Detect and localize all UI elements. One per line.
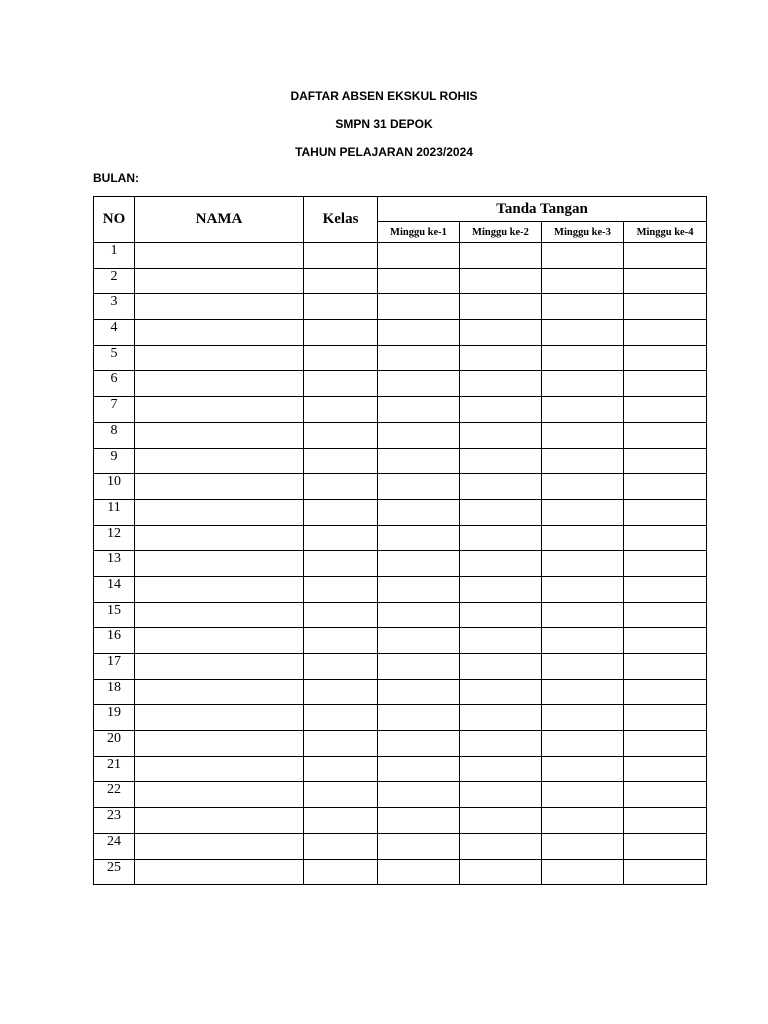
class-cell xyxy=(304,320,378,346)
table-row xyxy=(94,731,707,757)
signature-cell-week-2 xyxy=(460,397,542,423)
row-number: 25 xyxy=(94,859,135,885)
signature-cell-week-1 xyxy=(378,679,460,705)
signature-cell-week-3 xyxy=(542,474,624,500)
signature-cell-week-4 xyxy=(624,679,707,705)
class-cell xyxy=(304,422,378,448)
signature-cell-week-2 xyxy=(460,345,542,371)
header-tanda-tangan: Tanda Tangan xyxy=(378,197,707,222)
signature-cell-week-4 xyxy=(624,268,707,294)
class-cell xyxy=(304,782,378,808)
row-number: 10 xyxy=(94,474,135,500)
table-row xyxy=(94,397,707,423)
name-cell xyxy=(135,397,304,423)
signature-cell-week-4 xyxy=(624,808,707,834)
table-row xyxy=(94,474,707,500)
signature-cell-week-4 xyxy=(624,294,707,320)
signature-cell-week-2 xyxy=(460,679,542,705)
signature-cell-week-2 xyxy=(460,474,542,500)
signature-cell-week-1 xyxy=(378,654,460,680)
signature-cell-week-2 xyxy=(460,654,542,680)
signature-cell-week-1 xyxy=(378,371,460,397)
signature-cell-week-4 xyxy=(624,782,707,808)
name-cell xyxy=(135,833,304,859)
row-number: 8 xyxy=(94,422,135,448)
table-row xyxy=(94,422,707,448)
class-cell xyxy=(304,499,378,525)
table-row xyxy=(94,576,707,602)
header-week-2: Minggu ke-2 xyxy=(460,222,542,243)
signature-cell-week-2 xyxy=(460,705,542,731)
class-cell xyxy=(304,628,378,654)
signature-cell-week-4 xyxy=(624,397,707,423)
signature-cell-week-2 xyxy=(460,756,542,782)
signature-cell-week-1 xyxy=(378,628,460,654)
name-cell xyxy=(135,294,304,320)
signature-cell-week-2 xyxy=(460,859,542,885)
name-cell xyxy=(135,551,304,577)
attendance-table-body xyxy=(94,243,707,885)
signature-cell-week-4 xyxy=(624,448,707,474)
signature-cell-week-1 xyxy=(378,756,460,782)
signature-cell-week-4 xyxy=(624,525,707,551)
signature-cell-week-4 xyxy=(624,833,707,859)
signature-cell-week-1 xyxy=(378,422,460,448)
signature-cell-week-2 xyxy=(460,628,542,654)
signature-cell-week-2 xyxy=(460,268,542,294)
signature-cell-week-2 xyxy=(460,371,542,397)
class-cell xyxy=(304,756,378,782)
row-number: 23 xyxy=(94,808,135,834)
signature-cell-week-3 xyxy=(542,859,624,885)
signature-cell-week-4 xyxy=(624,243,707,269)
name-cell xyxy=(135,705,304,731)
row-number: 12 xyxy=(94,525,135,551)
signature-cell-week-4 xyxy=(624,422,707,448)
name-cell xyxy=(135,474,304,500)
signature-cell-week-4 xyxy=(624,474,707,500)
table-row xyxy=(94,654,707,680)
row-number: 20 xyxy=(94,731,135,757)
table-row xyxy=(94,551,707,577)
signature-cell-week-4 xyxy=(624,602,707,628)
header-no: NO xyxy=(94,197,135,243)
row-number: 14 xyxy=(94,576,135,602)
signature-cell-week-4 xyxy=(624,628,707,654)
signature-cell-week-3 xyxy=(542,576,624,602)
header-week-4: Minggu ke-4 xyxy=(624,222,707,243)
signature-cell-week-2 xyxy=(460,808,542,834)
name-cell xyxy=(135,679,304,705)
signature-cell-week-1 xyxy=(378,448,460,474)
class-cell xyxy=(304,294,378,320)
row-number: 15 xyxy=(94,602,135,628)
class-cell xyxy=(304,705,378,731)
signature-cell-week-3 xyxy=(542,294,624,320)
signature-cell-week-2 xyxy=(460,833,542,859)
signature-cell-week-4 xyxy=(624,345,707,371)
row-number: 11 xyxy=(94,499,135,525)
signature-cell-week-2 xyxy=(460,499,542,525)
signature-cell-week-3 xyxy=(542,628,624,654)
signature-cell-week-1 xyxy=(378,474,460,500)
signature-cell-week-2 xyxy=(460,782,542,808)
signature-cell-week-2 xyxy=(460,294,542,320)
signature-cell-week-1 xyxy=(378,808,460,834)
signature-cell-week-1 xyxy=(378,859,460,885)
class-cell xyxy=(304,576,378,602)
table-row xyxy=(94,499,707,525)
signature-cell-week-1 xyxy=(378,833,460,859)
class-cell xyxy=(304,679,378,705)
name-cell xyxy=(135,268,304,294)
row-number: 3 xyxy=(94,294,135,320)
signature-cell-week-3 xyxy=(542,243,624,269)
table-row xyxy=(94,679,707,705)
signature-cell-week-3 xyxy=(542,679,624,705)
signature-cell-week-3 xyxy=(542,397,624,423)
signature-cell-week-3 xyxy=(542,345,624,371)
signature-cell-week-3 xyxy=(542,833,624,859)
signature-cell-week-1 xyxy=(378,345,460,371)
name-cell xyxy=(135,576,304,602)
table-row xyxy=(94,448,707,474)
signature-cell-week-1 xyxy=(378,551,460,577)
signature-cell-week-2 xyxy=(460,731,542,757)
signature-cell-week-1 xyxy=(378,782,460,808)
class-cell xyxy=(304,371,378,397)
name-cell xyxy=(135,422,304,448)
name-cell xyxy=(135,808,304,834)
signature-cell-week-1 xyxy=(378,731,460,757)
signature-cell-week-4 xyxy=(624,551,707,577)
class-cell xyxy=(304,525,378,551)
row-number: 9 xyxy=(94,448,135,474)
signature-cell-week-1 xyxy=(378,705,460,731)
name-cell xyxy=(135,859,304,885)
signature-cell-week-3 xyxy=(542,268,624,294)
signature-cell-week-2 xyxy=(460,576,542,602)
signature-cell-week-4 xyxy=(624,320,707,346)
row-number: 17 xyxy=(94,654,135,680)
class-cell xyxy=(304,602,378,628)
class-cell xyxy=(304,551,378,577)
signature-cell-week-3 xyxy=(542,525,624,551)
signature-cell-week-3 xyxy=(542,731,624,757)
table-row xyxy=(94,320,707,346)
signature-cell-week-3 xyxy=(542,602,624,628)
signature-cell-week-2 xyxy=(460,551,542,577)
row-number: 5 xyxy=(94,345,135,371)
class-cell xyxy=(304,243,378,269)
academic-year: TAHUN PELAJARAN 2023/2024 xyxy=(295,145,473,159)
table-row xyxy=(94,294,707,320)
signature-cell-week-2 xyxy=(460,320,542,346)
table-row xyxy=(94,602,707,628)
class-cell xyxy=(304,397,378,423)
signature-cell-week-1 xyxy=(378,243,460,269)
signature-cell-week-1 xyxy=(378,602,460,628)
name-cell xyxy=(135,602,304,628)
signature-cell-week-3 xyxy=(542,782,624,808)
row-number: 16 xyxy=(94,628,135,654)
signature-cell-week-2 xyxy=(460,422,542,448)
signature-cell-week-4 xyxy=(624,859,707,885)
name-cell xyxy=(135,654,304,680)
signature-cell-week-2 xyxy=(460,525,542,551)
signature-cell-week-1 xyxy=(378,499,460,525)
row-number: 7 xyxy=(94,397,135,423)
name-cell xyxy=(135,628,304,654)
name-cell xyxy=(135,782,304,808)
name-cell xyxy=(135,499,304,525)
signature-cell-week-4 xyxy=(624,371,707,397)
row-number: 1 xyxy=(94,243,135,269)
row-number: 6 xyxy=(94,371,135,397)
table-row xyxy=(94,782,707,808)
class-cell xyxy=(304,448,378,474)
table-row xyxy=(94,756,707,782)
class-cell xyxy=(304,859,378,885)
class-cell xyxy=(304,654,378,680)
signature-cell-week-4 xyxy=(624,576,707,602)
signature-cell-week-3 xyxy=(542,448,624,474)
signature-cell-week-2 xyxy=(460,243,542,269)
signature-cell-week-1 xyxy=(378,268,460,294)
row-number: 22 xyxy=(94,782,135,808)
signature-cell-week-3 xyxy=(542,422,624,448)
signature-cell-week-4 xyxy=(624,705,707,731)
row-number: 4 xyxy=(94,320,135,346)
signature-cell-week-3 xyxy=(542,551,624,577)
row-number: 2 xyxy=(94,268,135,294)
month-label: BULAN: xyxy=(93,171,139,185)
table-row xyxy=(94,345,707,371)
table-row xyxy=(94,859,707,885)
class-cell xyxy=(304,731,378,757)
name-cell xyxy=(135,243,304,269)
signature-cell-week-2 xyxy=(460,448,542,474)
name-cell xyxy=(135,756,304,782)
table-row xyxy=(94,525,707,551)
name-cell xyxy=(135,345,304,371)
signature-cell-week-3 xyxy=(542,654,624,680)
signature-cell-week-1 xyxy=(378,576,460,602)
school-name: SMPN 31 DEPOK xyxy=(335,117,433,131)
class-cell xyxy=(304,833,378,859)
header-nama: NAMA xyxy=(135,197,304,243)
header-week-1: Minggu ke-1 xyxy=(378,222,460,243)
header-week-3: Minggu ke-3 xyxy=(542,222,624,243)
signature-cell-week-1 xyxy=(378,320,460,346)
signature-cell-week-3 xyxy=(542,808,624,834)
signature-cell-week-3 xyxy=(542,371,624,397)
document-title: DAFTAR ABSEN EKSKUL ROHIS xyxy=(290,89,478,103)
name-cell xyxy=(135,731,304,757)
table-row xyxy=(94,268,707,294)
name-cell xyxy=(135,448,304,474)
signature-cell-week-4 xyxy=(624,499,707,525)
signature-cell-week-2 xyxy=(460,602,542,628)
table-row xyxy=(94,808,707,834)
table-row xyxy=(94,243,707,269)
class-cell xyxy=(304,474,378,500)
signature-cell-week-1 xyxy=(378,525,460,551)
table-row xyxy=(94,371,707,397)
signature-cell-week-3 xyxy=(542,499,624,525)
signature-cell-week-3 xyxy=(542,320,624,346)
header-kelas: Kelas xyxy=(304,197,378,243)
name-cell xyxy=(135,320,304,346)
class-cell xyxy=(304,268,378,294)
name-cell xyxy=(135,525,304,551)
name-cell xyxy=(135,371,304,397)
table-row xyxy=(94,833,707,859)
class-cell xyxy=(304,808,378,834)
attendance-table xyxy=(93,196,707,885)
signature-cell-week-3 xyxy=(542,705,624,731)
table-row xyxy=(94,705,707,731)
signature-cell-week-4 xyxy=(624,756,707,782)
row-number: 21 xyxy=(94,756,135,782)
class-cell xyxy=(304,345,378,371)
row-number: 13 xyxy=(94,551,135,577)
signature-cell-week-3 xyxy=(542,756,624,782)
row-number: 19 xyxy=(94,705,135,731)
signature-cell-week-4 xyxy=(624,731,707,757)
row-number: 24 xyxy=(94,833,135,859)
signature-cell-week-1 xyxy=(378,397,460,423)
signature-cell-week-1 xyxy=(378,294,460,320)
signature-cell-week-4 xyxy=(624,654,707,680)
table-row xyxy=(94,628,707,654)
row-number: 18 xyxy=(94,679,135,705)
